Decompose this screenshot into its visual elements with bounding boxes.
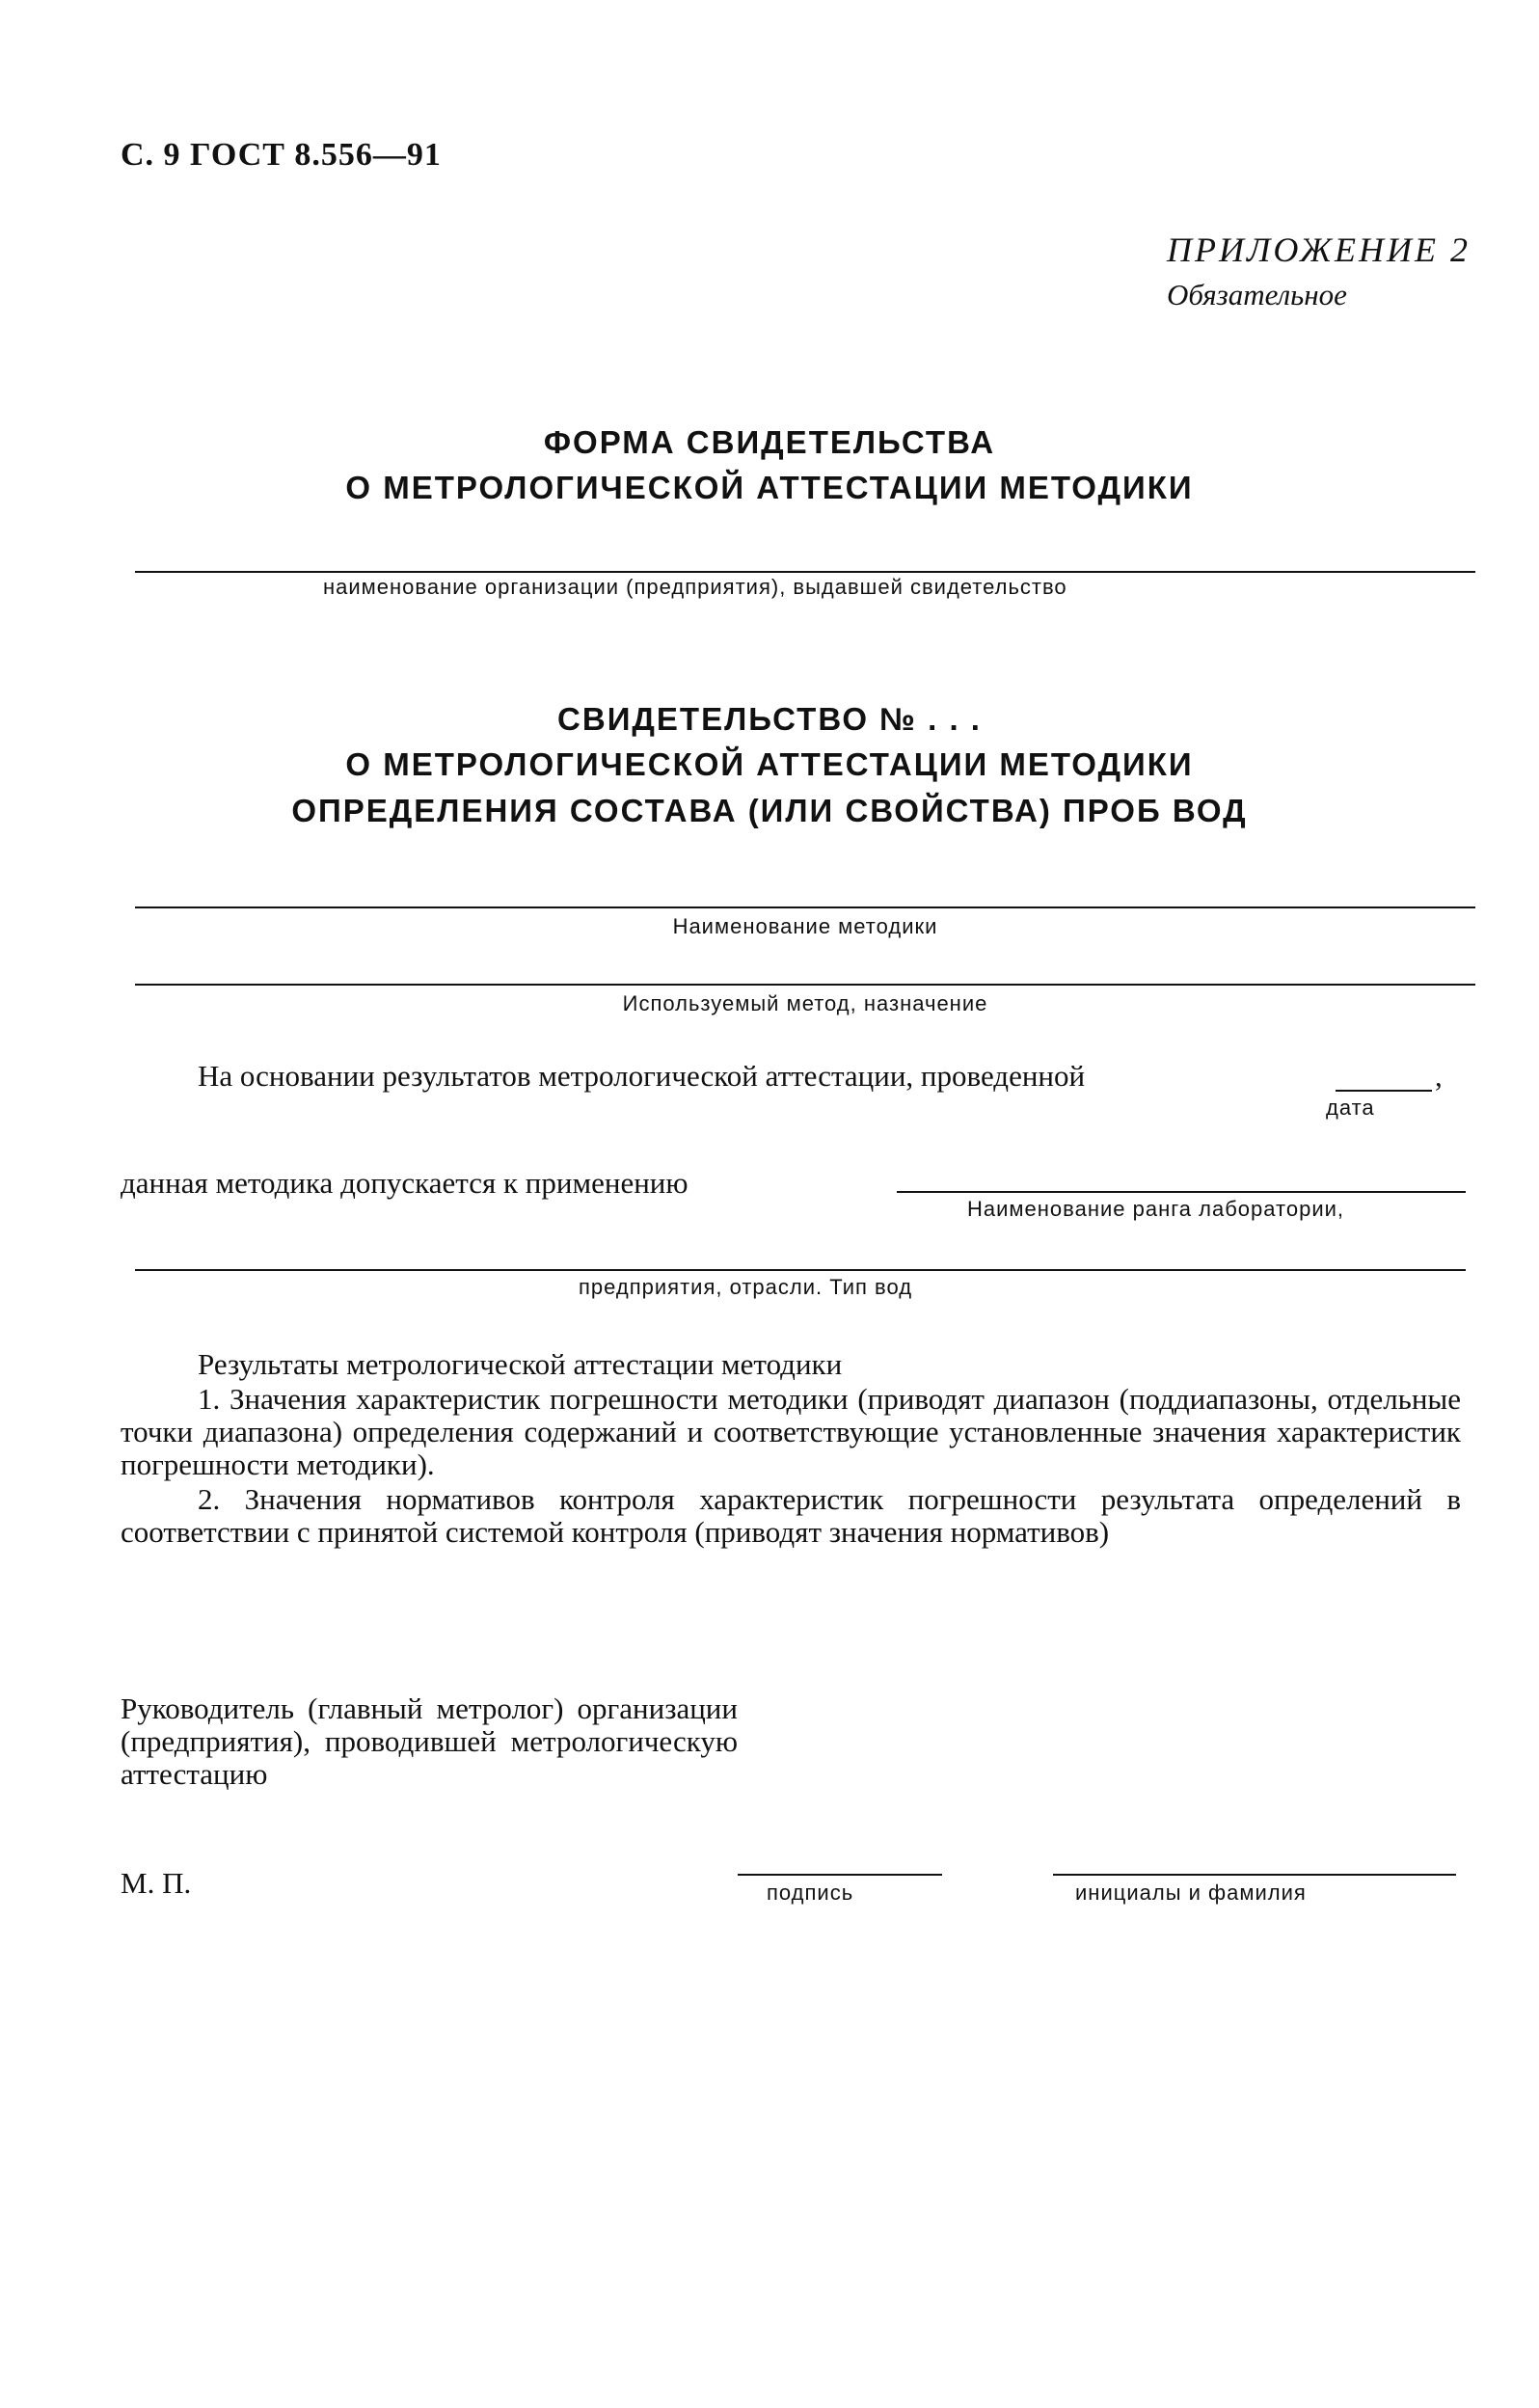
admission-text: данная методика допускается к применению (121, 1166, 688, 1200)
enterprise-line (135, 1269, 1466, 1271)
lab-rank-caption: Наименование ранга лаборатории, (967, 1197, 1345, 1221)
org-name-line (135, 571, 1475, 573)
certificate-title-line3: ОПРЕДЕЛЕНИЯ СОСТАВА (ИЛИ СВОЙСТВА) ПРОБ ВОД (291, 793, 1248, 828)
stamp-place: М. П. (121, 1866, 192, 1900)
org-caption: наименование организации (предприятия), выдавшей свидетельство (323, 575, 1067, 599)
form-title-line1: ФОРМА СВИДЕТЕЛЬСТВА (543, 424, 996, 460)
method-name-line (135, 906, 1475, 908)
results-item-1: 1. Значения характеристик погрешности методики (приводят диапазон (поддиапазоны, отдельные точки диапазона) определения содержаний и соответствующие установленные значения характеристик погрешности методики). (121, 1382, 1461, 1481)
date-line (1336, 1090, 1432, 1092)
name-caption: инициалы и фамилия (1075, 1880, 1307, 1905)
signatory-title: Руководитель (главный метролог) организации (предприятия), проводившей метрологическую аттестацию (121, 1691, 738, 1791)
method-used-line (135, 984, 1475, 986)
certificate-title-line1: СВИДЕТЕЛЬСТВО № . . . (557, 701, 982, 737)
signature-caption: подпись (767, 1880, 854, 1905)
method-used-caption: Используемый метод, назначение (622, 991, 988, 1015)
appendix-status: Обязательное (1167, 278, 1347, 311)
form-title-line2: О МЕТРОЛОГИЧЕСКОЙ АТТЕСТАЦИИ МЕТОДИКИ (345, 470, 1194, 505)
signature-line (738, 1874, 942, 1876)
method-name-caption: Наименование методики (672, 914, 938, 938)
name-line (1053, 1874, 1456, 1876)
results-item-2: 2. Значения нормативов контроля характеристик погрешности результата определений в соответствии с принятой системой контроля (приводят значения нормативов) (121, 1482, 1461, 1549)
date-caption: дата (1326, 1096, 1375, 1120)
lab-rank-line (897, 1191, 1466, 1193)
certificate-title-line2: О МЕТРОЛОГИЧЕСКОЙ АТТЕСТАЦИИ МЕТОДИКИ (345, 746, 1194, 782)
basis-sentence: На основании результатов метрологической аттестации, проведенной (198, 1059, 1086, 1093)
appendix-label: ПРИЛОЖЕНИЕ 2 (1167, 230, 1471, 269)
basis-comma: , (1435, 1059, 1443, 1093)
results-title: Результаты метрологической аттестации методики (198, 1347, 843, 1381)
page-header: С. 9 ГОСТ 8.556—91 (121, 137, 442, 173)
enterprise-caption: предприятия, отрасли. Тип вод (579, 1275, 913, 1299)
